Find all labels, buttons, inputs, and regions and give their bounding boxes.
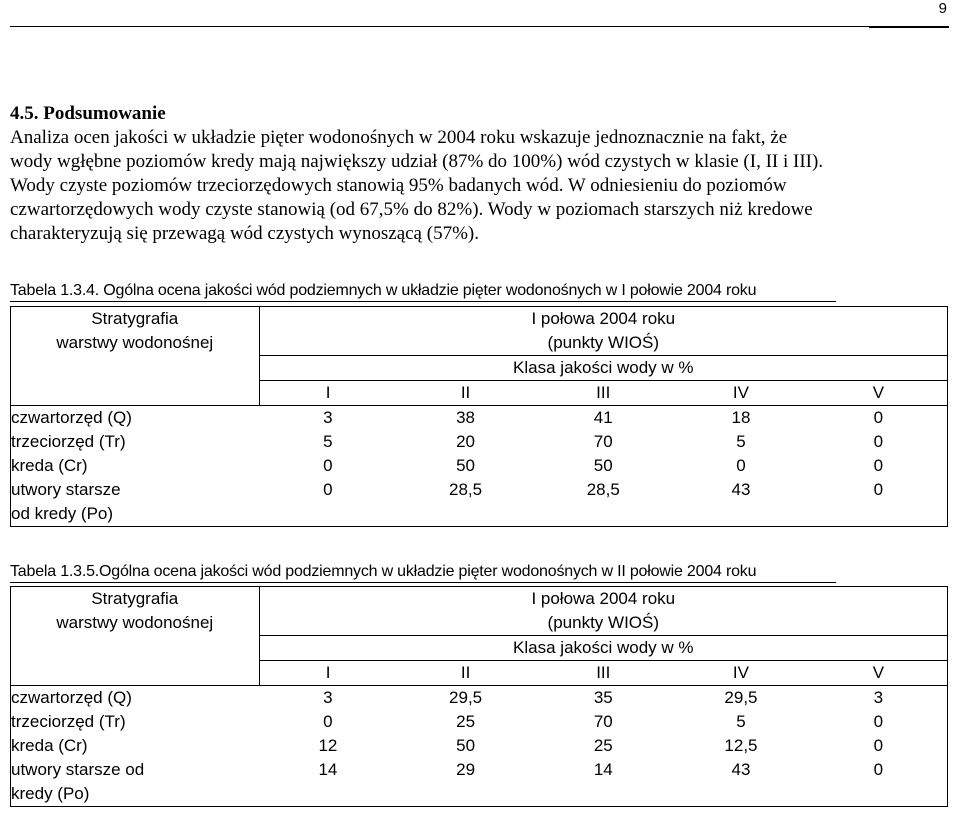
- row-name-line: utwory starsze: [11, 480, 121, 499]
- row-value: 0: [810, 406, 948, 431]
- row-value: 50: [456, 456, 476, 475]
- row-name-line: kredy (Po): [11, 784, 90, 803]
- row-name: [11, 478, 260, 527]
- row-value: 28,5: [449, 480, 483, 499]
- summary-line: czwartorzędowych wody czyste stanowią (od 67,5% do 82%). Wody w poziomach starszych niż kredowe: [10, 199, 813, 220]
- summary-line: charakteryzują się przewagą wód czystych wynoszącą (57%).: [10, 223, 479, 244]
- row-value: 3: [259, 686, 397, 711]
- row-value: 5: [736, 432, 746, 451]
- class-label: V: [810, 381, 948, 406]
- row-value: 12: [318, 736, 338, 755]
- row-value: 3: [810, 686, 948, 711]
- row-value: 0: [323, 480, 333, 499]
- stratigraphy-header-line: warstwy wodonośnej: [56, 613, 214, 632]
- row-value: 50: [593, 456, 613, 475]
- row-value: 29,5: [672, 686, 810, 711]
- page-number: 9: [938, 0, 947, 17]
- row-value: 50: [456, 736, 476, 755]
- row-value: 0: [873, 712, 884, 731]
- row-value: 0: [873, 480, 884, 499]
- row-value: 14: [318, 760, 338, 779]
- row-value: 38: [397, 406, 535, 431]
- row-value: 3: [259, 406, 397, 431]
- water-quality-table-h1: [10, 306, 948, 527]
- period-header: [259, 587, 947, 636]
- summary-line: wody wgłębne poziomów kredy mają największy udział (87% do 100%) wód czystych w klasie (I, II i III).: [10, 151, 824, 172]
- row-value: 29: [456, 760, 476, 779]
- period-header-line: I połowa 2004 roku: [531, 309, 676, 328]
- table-caption-label: Tabela 1.3.4.: [10, 282, 100, 299]
- stratigraphy-header: [11, 307, 260, 406]
- stratigraphy-header: [11, 587, 260, 686]
- row-value: 5: [736, 712, 746, 731]
- class-header: Klasa jakości wody w %: [259, 356, 947, 381]
- row-name: czwartorzęd (Q): [11, 686, 260, 711]
- row-value: 0: [323, 456, 333, 475]
- class-label: IV: [672, 381, 810, 406]
- row-name: trzeciorzęd (Tr): [11, 712, 126, 731]
- row-name: kreda (Cr): [11, 456, 88, 475]
- row-name: czwartorzęd (Q): [11, 406, 260, 431]
- period-header: [259, 307, 947, 356]
- period-header-line: (punkty WIOŚ): [547, 333, 660, 352]
- class-label: IV: [672, 661, 810, 686]
- header-rule: [10, 26, 949, 27]
- table-caption-label: Tabela 1.3.5.: [10, 563, 100, 580]
- row-value: 0: [323, 712, 333, 731]
- row-value: 70: [593, 432, 613, 451]
- row-value: 25: [593, 736, 613, 755]
- row-name: kreda (Cr): [11, 736, 88, 755]
- stratigraphy-header-line: Stratygrafia: [91, 589, 179, 608]
- table-row: [11, 454, 948, 478]
- row-value: 28,5: [586, 480, 620, 499]
- row-value: 43: [731, 480, 751, 499]
- table-row: [11, 734, 948, 758]
- row-value: 43: [731, 760, 751, 779]
- period-header-line: (punkty WIOŚ): [547, 613, 660, 632]
- row-name: trzeciorzęd (Tr): [11, 432, 126, 451]
- row-value: 70: [593, 712, 613, 731]
- section-title: 4.5. Podsumowanie: [10, 103, 166, 124]
- table-row: [11, 758, 948, 807]
- row-value: 14: [593, 760, 613, 779]
- table-row: [11, 710, 948, 734]
- table-caption: [10, 563, 756, 581]
- summary-line: Analiza ocen jakości w układzie pięter wodonośnych w 2004 roku wskazuje jednoznacznie na fakt, że: [10, 127, 788, 148]
- class-label: III: [534, 661, 672, 686]
- stratigraphy-header-line: warstwy wodonośnej: [56, 333, 214, 352]
- row-value: 18: [672, 406, 810, 431]
- row-name: [11, 758, 260, 807]
- summary-paragraph: [10, 126, 948, 246]
- class-header: Klasa jakości wody w %: [259, 636, 947, 661]
- row-value: 0: [736, 456, 746, 475]
- table-row: [11, 430, 948, 454]
- row-value: 35: [534, 686, 672, 711]
- row-value: 12,5: [724, 736, 758, 755]
- row-name-line: utwory starsze od: [11, 760, 145, 779]
- row-value: 25: [456, 712, 476, 731]
- table-row: [11, 686, 948, 711]
- row-value: 20: [456, 432, 476, 451]
- table-caption-text: Ogólna ocena jakości wód podziemnych w układzie pięter wodonośnych w II połowie 2004 roku: [99, 563, 757, 580]
- caption-underline: [10, 582, 836, 583]
- table-row: [11, 406, 948, 431]
- class-label: III: [534, 381, 672, 406]
- summary-line: Wody czyste poziomów trzeciorzędowych stanowią 95% badanych wód. W odniesieniu do poziomów: [10, 175, 787, 196]
- period-header-line: I połowa 2004 roku: [531, 589, 676, 608]
- row-value: 29,5: [397, 686, 535, 711]
- water-quality-table-h2: [10, 586, 948, 807]
- row-name-line: od kredy (Po): [11, 504, 114, 523]
- row-value: 5: [323, 432, 333, 451]
- class-label: II: [397, 381, 535, 406]
- row-value: 0: [873, 736, 884, 755]
- table-row: [11, 478, 948, 527]
- row-value: 0: [873, 456, 884, 475]
- table-caption-text: Ogólna ocena jakości wód podziemnych w układzie pięter wodonośnych w I połowie 2004 roku: [99, 282, 757, 299]
- class-label: I: [259, 381, 397, 406]
- table-caption: [10, 282, 756, 300]
- stratigraphy-header-line: Stratygrafia: [91, 309, 179, 328]
- class-label: II: [397, 661, 535, 686]
- caption-underline: [10, 301, 836, 302]
- row-value: 0: [873, 760, 884, 779]
- class-label: I: [259, 661, 397, 686]
- row-value: 0: [873, 432, 884, 451]
- row-value: 41: [534, 406, 672, 431]
- class-label: V: [810, 661, 948, 686]
